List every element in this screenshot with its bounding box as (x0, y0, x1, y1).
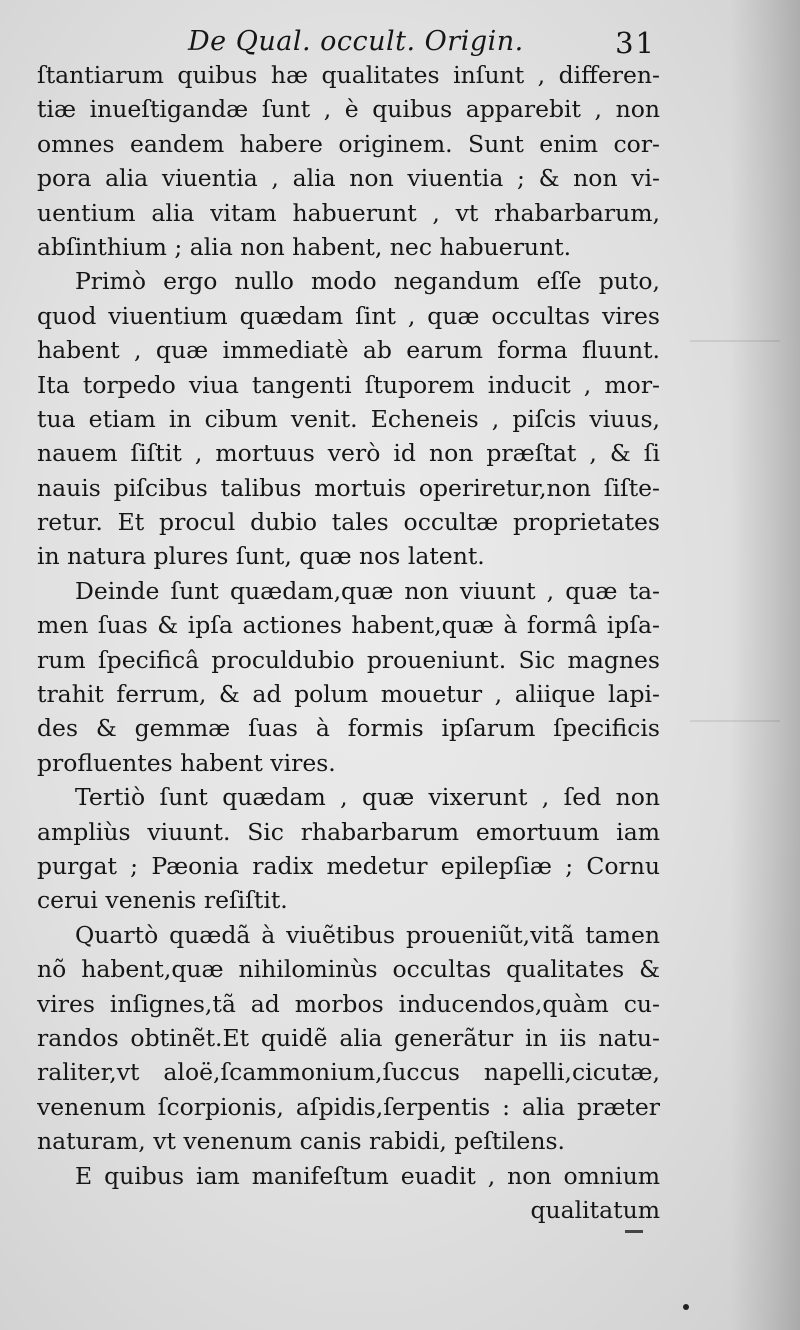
text-line: randos obtinẽt.Et quidẽ alia generãtur in iis natu- (37, 1023, 660, 1052)
text-line: ſtantiarum quibus hæ qualitates inſunt , differen- (37, 61, 660, 89)
body-text (37, 58, 660, 1227)
text-line: nauis piſcibus talibus mortuis operiretur,non ſiſte- (37, 473, 660, 502)
text-line: habent , quæ immediatè ab earum forma fluunt. (37, 336, 660, 365)
text-line: tiæ inueſtigandæ ſunt , è quibus apparebit , non (37, 95, 660, 124)
text-line: rum ſpecificâ proculdubio proueniunt. Sic magnes (37, 645, 660, 674)
text-line: vires inſignes,tã ad morbos inducendos,quàm cu- (37, 989, 660, 1018)
text-line: venenum ſcorpionis, aſpidis,ſerpentis : alia præter (37, 1092, 660, 1121)
text-line: tua etiam in cibum venit. Echeneis , piſcis viuus, (37, 404, 660, 433)
text-line: nõ habent,quæ nihilominùs occultas qualitates & (37, 955, 660, 984)
text-line: pora alia viuentia , alia non viuentia ; & non vi- (37, 164, 660, 193)
ink-bleed-mark (690, 340, 780, 342)
text-line: E quibus iam manifeſtum euadit , non omnium (75, 1161, 660, 1190)
text-line: retur. Et procul dubio tales occultæ proprietates (37, 508, 660, 537)
text-line: Primò ergo nullo modo negandum eſſe puto, (75, 267, 660, 296)
text-line: profluentes habent vires. (37, 748, 336, 777)
ink-dot (683, 1304, 689, 1310)
text-line: raliter,vt aloë,ſcammonium,ſuccus napelli,cicutæ, (37, 1058, 660, 1087)
text-line: in natura plures ſunt, quæ nos latent. (37, 542, 485, 571)
running-head: De Qual. occult. Origin. (188, 26, 524, 57)
text-line: des & gemmæ ſuas à formis ipſarum ſpecificis (37, 714, 660, 743)
text-line: Tertiò ſunt quædam , quæ vixerunt , ſed non (75, 783, 660, 812)
text-line: uentium alia vitam habuerunt , vt rhabarbarum, (37, 198, 660, 227)
text-line: purgat ; Pæonia radix medetur epilepſiæ ; Cornu (37, 851, 660, 880)
text-line: Ita torpedo viua tangenti ſtuporem inducit , mor- (37, 370, 660, 399)
text-line: ampliùs viuunt. Sic rhabarbarum emortuum iam (37, 817, 660, 846)
text-line: Quartò quædã à viuẽtibus proueniũt,vitã tamen (75, 920, 660, 949)
text-line: cerui venenis reſiſtit. (37, 886, 288, 915)
text-line: naturam, vt venenum canis rabidi, peſtilens. (37, 1127, 565, 1156)
page-number: 31 (615, 26, 656, 60)
text-line: trahit ferrum, & ad polum mouetur , aliique lapi- (37, 680, 660, 709)
catchword: qualitatum (530, 1195, 660, 1224)
text-line: nauem ſiſtit , mortuus verò id non præſtat , & ſi (37, 439, 660, 468)
page-edge-shadow (730, 0, 800, 1330)
ink-bleed-mark (690, 720, 780, 722)
text-line: abſinthium ; alia non habent, nec habuerunt. (37, 232, 572, 261)
catchword-dash (625, 1230, 643, 1233)
text-line: quod viuentium quædam ſint , quæ occultas vires (37, 301, 660, 330)
text-line: omnes eandem habere originem. Sunt enim cor- (37, 129, 660, 158)
text-line: men ſuas & ipſa actiones habent,quæ à formâ ipſa- (37, 611, 660, 640)
text-line: Deinde ſunt quædam,quæ non viuunt , quæ ta- (75, 576, 660, 605)
